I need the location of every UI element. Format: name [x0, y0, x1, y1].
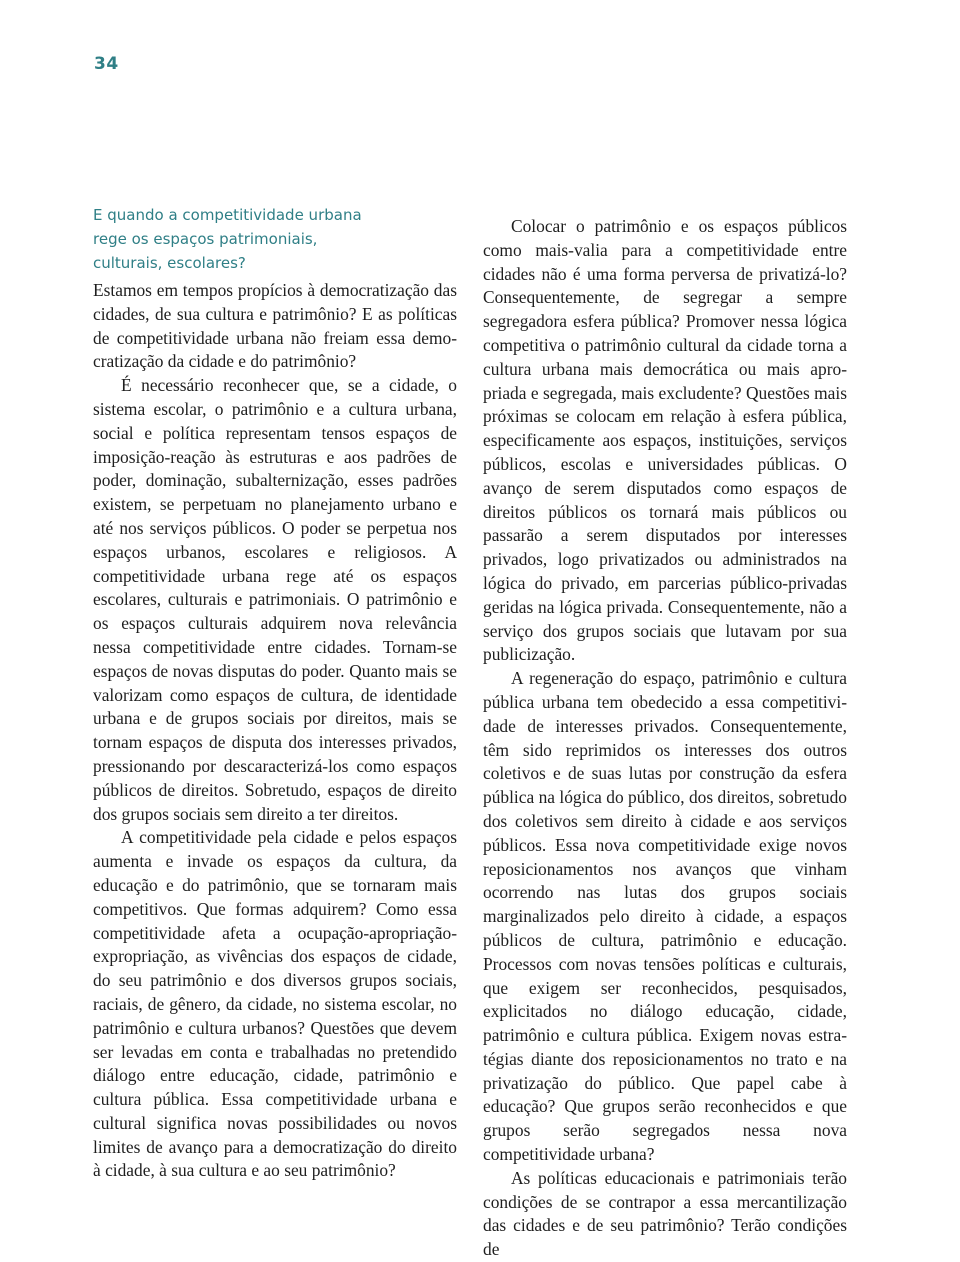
body-paragraph: Estamos em tempos propícios à democratização das cidades, de sua cultura e patrimônio? E as políticas de competitividade urbana não freiam essa democratização da cidade e do patrimônio?	[93, 280, 457, 372]
left-column	[93, 203, 457, 1183]
body-paragraph: A competitividade pela cidade e pelos espaços aumenta e invade os espaços da cultura, da educação e do patrimônio, que se tornaram mais competitivos. Que formas adquirem? Como essa competitividade afeta a ocupação-apropriação-expropriação, as vivências dos espaços de cidade, do seu patrimônio e dos diversos grupos sociais, raciais, de gênero, da cidade, no sistema escolar, no patrimônio e cultura urbanos? Questões que devem ser levadas em conta e trabalhadas no pretendido diálogo entre educação, cidade, patrimônio e cultura pública. Essa competitividade urbana e cultural significa novas possibilidades ou novos limites de avanço para a democratização do direito à cidade, à sua cultura e ao seu patrimônio?	[93, 827, 457, 1181]
body-paragraph: As políticas educacionais e patrimoniais terão condições de se contrapor a essa mercantilização das cidades e de seu patrimônio? Terão condições de	[483, 1167, 847, 1260]
body-paragraph: É necessário reconhecer que, se a cidade, o sistema escolar, o patrimônio e a cultura urbana, social e política representam tensos espaços de imposição-reação às estruturas e aos padrões de poder, dominação, subalternização, esses padrões existem, se perpetuam no planejamento urbano e até nos serviços públicos. O poder se perpetua nos espaços urbanos, escolares e religiosos. A competitividade urbana rege até os espaços escolares, culturais e patrimoniais. O patrimônio e os espaços culturais adquirem nova relevância nessa competitividade entre cidades. Tornam-se espaços de novas disputas do poder. Quanto mais se valorizam como espaços de cultura, de identidade urbana e de grupos sociais por direitos, mais se tornam espaços de disputa dos interesses privados, pressionando por descaracterizá-los como espaços públicos de direitos. Sobretudo, espaços de direito dos grupos sociais sem direito a ter direitos.	[93, 375, 457, 824]
body-paragraph: A regeneração do espaço, patrimônio e cultura pública urbana tem obedecido a essa competitividade de interesses privados. Consequentemente, têm sido reprimidos os interesses dos outros coletivos e de suas lutas por construção da esfera pública na lógica do público, dos direitos, sobretudo dos coletivos sem direito à cidade e aos serviços públicos. Essa nova competitividade exige novos reposicionamentos nos avanços que vinham ocorrendo nas lutas dos grupos sociais marginalizados pelo direito à cidade, a espaços públicos de cultura, patrimônio e educação. Processos com novas tensões políticas e culturais, que exigem ser reconhecidos, pesquisados, explicitados no diálogo educação, cidade, patrimônio e cultura pública. Exigem novas estratégias diante dos reposicionamentos no trato e na privatização do público. Que papel cabe à educação? Que grupos serão reconhecidos e que grupos serão segregados nessa nova competitividade urbana?	[483, 668, 847, 1165]
right-column	[483, 215, 847, 1262]
page-number: 34	[94, 54, 119, 74]
section-heading: E quando a competitividade urbana rege os espaços patrimoniais, culturais, escolares?	[93, 206, 362, 272]
body-paragraph: Colocar o patrimônio e os espaços públicos como mais-valia para a competitividade entre cidades não é uma forma perversa de privatizá-lo? Consequentemente, de segregar a sempre segregadora esfera pública? Promover nessa lógica competitiva o patrimônio cultural da cidade torna a cultura urbana mais democrática ou mais apropriada e segregada, mais excludente? Questões mais próximas se colocam em relação à esfera pública, especificamente aos espaços, instituições, serviços públicos, escolas e universidades públicas. O avanço de serem disputados como espaços de direitos públicos os tornará mais públicos ou passarão a serem disputados por interesses privados, logo privatizados ou administrados na lógica do privado, em parcerias público-privadas geridas na lógica privada. Consequentemente, não a serviço dos grupos sociais que lutavam por sua publicização.	[483, 216, 847, 665]
